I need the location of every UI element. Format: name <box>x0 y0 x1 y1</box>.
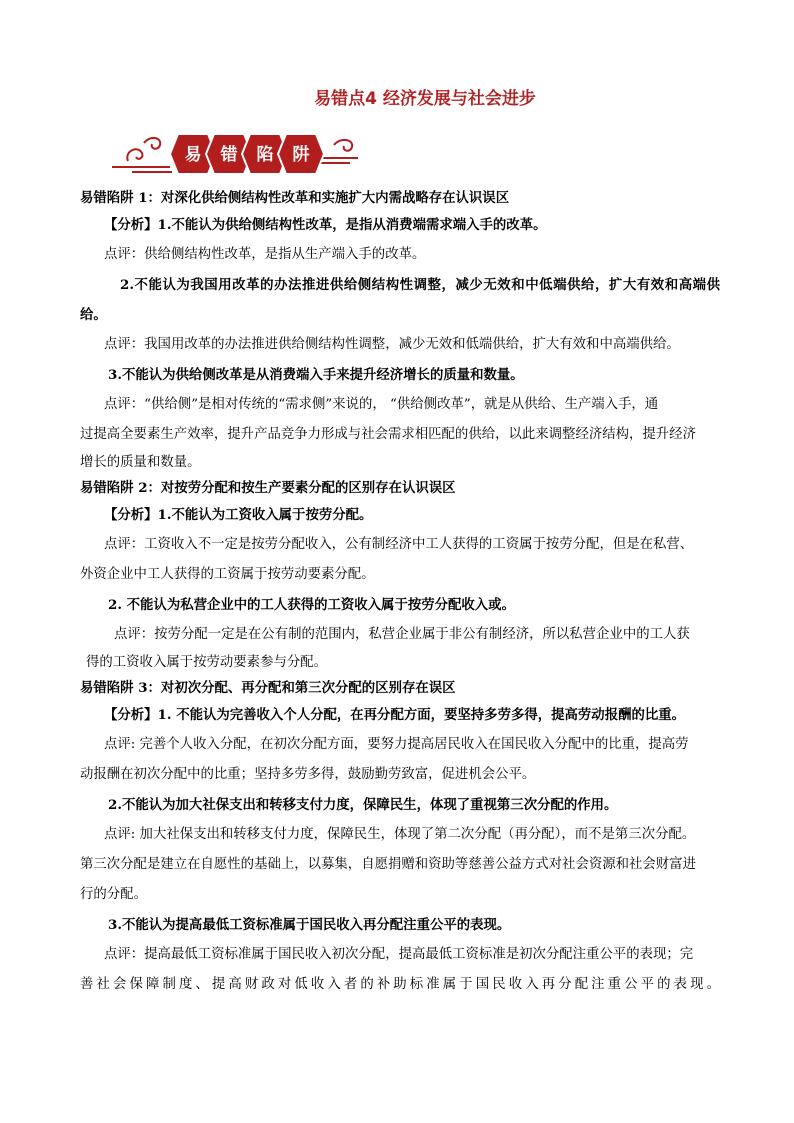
document-body <box>80 186 720 1000</box>
banner-char-2: 错 <box>220 145 238 165</box>
banner-char-4: 阱 <box>292 145 310 165</box>
trap-3-analysis-3: 3.不能认为提高最低工资标准属于国民收入再分配注重公平的表现。 <box>108 917 511 933</box>
trap-2-analysis-1: 【分析】1.不能认为工资收入属于按劳分配。 <box>104 507 373 523</box>
trap-3-analysis-1: 【分析】1. 不能认为完善收入个人分配，在再分配方面，要坚持多劳多得，提高劳动报酬的比重。 <box>104 707 686 723</box>
banner-graphic <box>110 125 360 183</box>
trap-1-comment-1: 点评：供给侧结构性改革，是指从生产端入手的改革。 <box>104 247 426 262</box>
trap-3-comment-3-line-2: 善社会保障制度、提高财政对低收入者的补助标准属于国民收入再分配注重公平的表现。 <box>80 977 720 992</box>
trap-1-analysis-3: 3.不能认为供给侧改革是从消费端入手来提升经济增长的质量和数量。 <box>108 367 524 383</box>
banner-char-3: 陷 <box>256 145 274 165</box>
trap-3-heading: 易错陷阱 3：对初次分配、再分配和第三次分配的区别存在误区 <box>80 680 456 696</box>
trap-1-comment-3: 点评：“供给侧”是相对传统的“需求侧”来说的， “供给侧改革”，就是从供给、生产端入手，通 <box>104 397 659 412</box>
trap-2-analysis-2: 2. 不能认为私营企业中的工人获得的工资收入属于按劳分配收入或。 <box>108 597 515 613</box>
trap-1-analysis-2-cont: 给。 <box>80 307 107 323</box>
trap-3-comment-1: 点评: 完善个人收入分配，在初次分配方面，要努力提高居民收入在国民收入分配中的比重，提高劳 <box>104 737 689 752</box>
trap-2-comment-2-line-2: 得的工资收入属于按劳动要素参与分配。 <box>86 655 328 670</box>
trap-3-analysis-2: 2.不能认为加大社保支出和转移支付力度，保障民生，体现了重视第三次分配的作用。 <box>108 797 618 813</box>
trap-3-comment-2: 点评: 加大社保支出和转移支付力度，保障民生，体现了第二次分配（再分配），而不是第三次分配。 <box>104 827 696 842</box>
trap-1-comment-2: 点评：我国用改革的办法推进供给侧结构性调整，减少无效和低端供给，扩大有效和中高端供给。 <box>104 337 680 352</box>
trap-1-analysis-1: 【分析】1.不能认为供给侧结构性改革，是指从消费端需求端入手的改革。 <box>104 217 547 233</box>
trap-1-comment-3-line-3: 增长的质量和数量。 <box>80 455 201 470</box>
trap-3-comment-3: 点评：提高最低工资标准属于国民收入初次分配，提高最低工资标准是初次分配注重公平的表现；完 <box>104 947 694 962</box>
trap-1-analysis-2: 2.不能认为我国用改革的办法推进供给侧结构性调整，减少无效和中低端供给，扩大有效和高端供 <box>120 277 720 293</box>
left-cloud-ornament <box>112 138 172 172</box>
trap-2-comment-1-line-2: 外资企业中工人获得的工资属于按劳动要素分配。 <box>80 567 375 582</box>
trap-2-comment-2: 点评：按劳分配一定是在公有制的范围内，私营企业属于非公有制经济，所以私营企业中的工人获 <box>114 627 690 642</box>
trap-3-comment-2-line-3: 行的分配。 <box>80 887 147 902</box>
banner-char-1: 易 <box>184 145 202 165</box>
trap-2-heading: 易错陷阱 2：对按劳分配和按生产要素分配的区别存在认识误区 <box>80 480 456 496</box>
trap-1-heading: 易错陷阱 1：对深化供给侧结构性改革和实施扩大内需战略存在认识误区 <box>80 190 510 206</box>
trap-3-comment-1-line-2: 动报酬在初次分配中的比重；坚持多劳多得，鼓励勤劳致富，促进机会公平。 <box>80 767 536 782</box>
trap-1-comment-3-line-2: 过提高全要素生产效率，提升产品竞争力形成与社会需求相匹配的供给，以此来调整经济结构，提升经济 <box>80 427 696 442</box>
trap-3-comment-2-line-2: 第三次分配是建立在自愿性的基础上，以募集，自愿捐赠和资助等慈善公益方式对社会资源和社会财富进 <box>80 857 696 872</box>
trap-2-comment-1: 点评：工资收入不一定是按劳分配收入，公有制经济中工人获得的工资属于按劳分配，但是在私营、 <box>104 537 694 552</box>
document-title: 易错点4 经济发展与社会进步 <box>314 89 536 109</box>
